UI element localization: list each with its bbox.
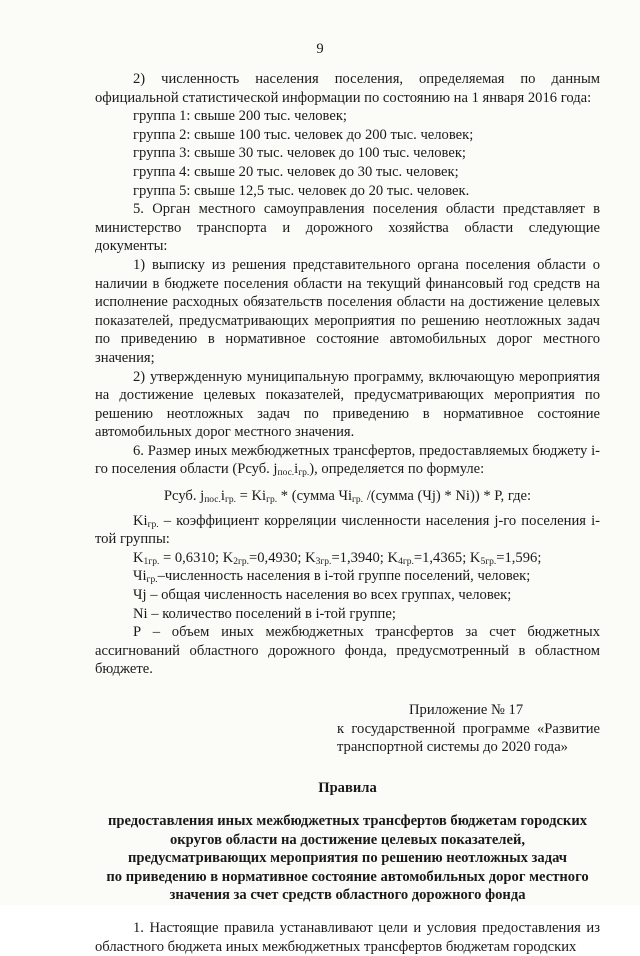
group-4: группа 4: свыше 20 тыс. человек до 30 тыс. человек; bbox=[133, 163, 459, 180]
rules-subtitle-line: значения за счет средств областного дорожного фонда bbox=[169, 887, 526, 904]
appendix-number: Приложение № 17 bbox=[409, 702, 524, 718]
page-number: 9 bbox=[316, 41, 324, 57]
rules-subtitle-line: предоставления иных межбюджетных трансфертов бюджетам городских bbox=[107, 812, 588, 829]
group-3: группа 3: свыше 30 тыс. человек до 100 тыс. человек; bbox=[133, 145, 466, 162]
spacer bbox=[95, 905, 600, 919]
definition-chi: $Чi_{гр.}$–численность населения в i-той группе поселений, человек; bbox=[133, 568, 531, 586]
item-5-doc-1: 1) выписку из решения представительного органа поселения области о наличии в бюджете поселения области на текущий финансовый год средств на исполнение расходных обязательств поселения области на достижение целевых показателей, предусматривающих мероприятия по решению неотложных задач по приведению в нормативное состояние автомобильных дорог местного значения; bbox=[95, 256, 600, 366]
item-5: 5. Орган местного самоуправления поселения области представляет в министерство транспорта и дорожного хозяйства области следующие документы: bbox=[95, 201, 600, 255]
definition-p: Р – объем иных межбюджетных трансфертов за счет бюджетных ассигнований областного дорожного фонда, предусмотренный в областном бюджете. bbox=[95, 624, 600, 678]
group-2: группа 2: свыше 100 тыс. человек до 200 тыс. человек; bbox=[133, 126, 474, 143]
definition-ki: $Ki_{гр.}$ – коэффициент корреляции численности населения j-го поселения i-той группы: bbox=[95, 512, 600, 548]
rules-subtitle-line: по приведению в нормативное состояние автомобильных дорог местного bbox=[106, 868, 589, 885]
definition-ni: Ni – количество поселений в i-той группе; bbox=[133, 605, 396, 622]
rules-title: Правила bbox=[318, 779, 377, 796]
rules-subtitle-line: предусматривающих мероприятия по решению неотложных задач bbox=[127, 850, 568, 867]
formula: Рсуб. $j_{пос.}i_{гр.} = Ki_{гр.}$ * (сумма $Чi_{гр.}$ /(сумма (Чj) * Ni)) * Р, где: bbox=[163, 488, 532, 506]
appendix-block bbox=[337, 701, 600, 757]
page-content bbox=[95, 70, 600, 956]
group-1: группа 1: свыше 200 тыс. человек; bbox=[133, 108, 347, 125]
definition-chj: Чj – общая численность населения во всех группах, человек; bbox=[133, 587, 512, 604]
item-5-doc-2: 2) утвержденную муниципальную программу, включающую мероприятия на достижение целевых показателей, предусматривающих мероприятия по решению неотложных задач по приведению в нормативное состояние автомобильных дорог местного значения. bbox=[95, 368, 600, 441]
rules-subtitle-line: округов области на достижение целевых показателей, bbox=[169, 831, 526, 848]
rules-item-1: 1. Настоящие правила устанавливают цели и условия предоставления из областного бюджета иных межбюджетных трансфертов бюджетам городских bbox=[95, 919, 600, 955]
group-5: группа 5: свыше 12,5 тыс. человек до 20 тыс. человек. bbox=[133, 182, 470, 199]
item-6: 6. Размер иных межбюджетных трансфертов, предоставляемых бюджету i-го поселения области (Рсуб. $j_{пос.}i_{гр.}$), определяется по формуле: bbox=[95, 442, 600, 479]
definition-k-values: $K_{1гр.} = 0,6310$; $K_{2гр.}=0,4930$; $K_{3гр.}=1,3940$; $K_{4гр.}=1,4365$; $K_{5гр.}=1,596$; bbox=[133, 549, 542, 567]
population-intro: 2) численность населения поселения, определяемая по данным официальной статистической информации по состоянию на 1 января 2016 года: bbox=[95, 71, 600, 106]
appendix-reference: к государственной программе «Развитие транспортной системы до 2020 года» bbox=[337, 720, 600, 756]
